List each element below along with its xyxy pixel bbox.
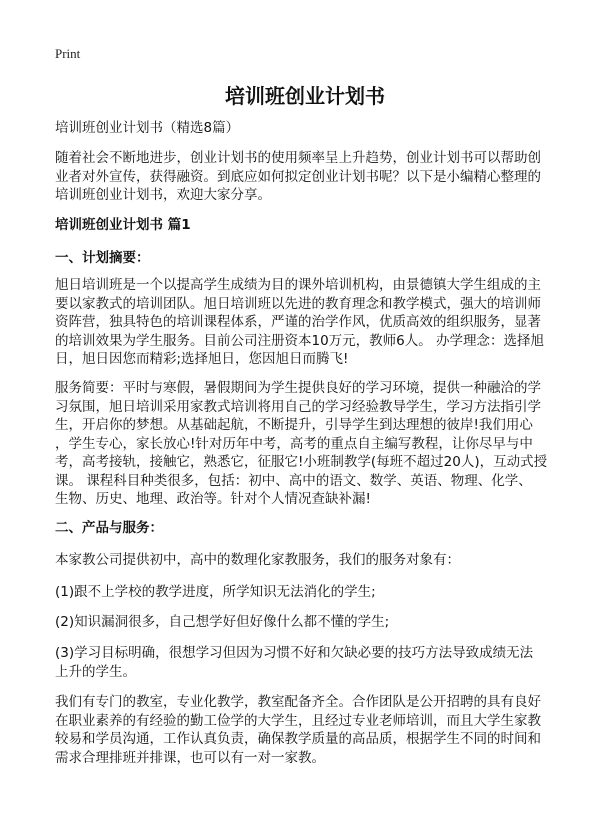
subtitle: 培训班创业计划书（精选8篇） bbox=[55, 120, 240, 136]
list-item: (1)跟不上学校的教学进度，所学知识无法消化的学生; bbox=[55, 584, 376, 600]
list-item: (2)知识漏洞很多，自己想学好但好像什么都不懂的学生; bbox=[55, 614, 390, 630]
list-item: (3)学习目标明确，很想学习但因为习惯不好和欠缺必要的技巧方法导致成绩无法 上升的学生。 bbox=[55, 645, 534, 680]
section1-paragraph2: 服务简要：平时与寒假，暑假期间为学生提供良好的学习环境，提供一种融洽的学 习氛围，旭日培训采用家教式培训将用自己的学习经验教导学生，学习方法指引学 生，开启你的梦想。从基础起航，不断提升，引导学生到达理想的彼岸!我们用心 ，学生专心，家长放心!针对历年中考，高考的重点自主编写教程，让你尽早与中 考，高考接轨，接触它，熟悉它，征服它!小班制教学(每班不超过20人)，互动式授 课。 课程科目种类很多，包括：初中、高中的语文、数学、英语、物理、化学、 生物、历史、地理、政治等。针对个人情况查缺补漏! bbox=[55, 380, 548, 507]
section1-paragraph1: 旭日培训班是一个以提高学生成绩为目的课外培训机构，由景德镇大学生组成的主 要以家教式的培训团队。旭日培训班以先进的教育理念和教学模式，强大的培训师 资阵营，独具特色的培训课程体系，严谨的治学作风，优质高效的组织服务，显著 的培训效果为学生服务。目前公司注册资本10万元，教师6人。 办学理念：选择旭 日，旭日因您而精彩;选择旭日，您因旭日而腾飞! bbox=[55, 277, 545, 367]
section1-heading: 一、计划摘要： bbox=[55, 250, 150, 266]
intro-paragraph: 随着社会不断地进步，创业计划书的使用频率呈上升趋势，创业计划书可以帮助创 业者对外宣传，获得融资。到底应如何拟定创业计划书呢？以下是小编精心整理的 培训班创业计划书，欢迎大家分享。 bbox=[55, 150, 541, 203]
section2-paragraph2: 我们有专门的教室，专业化教学，教室配备齐全。合作团队是公开招聘的具有良好 在职业素养的有经验的勤工俭学的大学生，且经过专业老师培训，而且大学生家教 较易和学员沟通，工作认真负责，确保教学质量的高品质，根据学生不同的时间和 需求合理排班并排课，也可以有一对一家教。 bbox=[55, 694, 541, 766]
section2-paragraph1: 本家教公司提供初中，高中的数理化家教服务，我们的服务对象有： bbox=[55, 552, 460, 568]
document-title: 培训班创业计划书 bbox=[225, 84, 385, 108]
part-heading: 培训班创业计划书 篇1 bbox=[55, 217, 191, 233]
print-link[interactable]: Print bbox=[55, 46, 81, 61]
section2-heading: 二、产品与服务： bbox=[55, 520, 163, 536]
